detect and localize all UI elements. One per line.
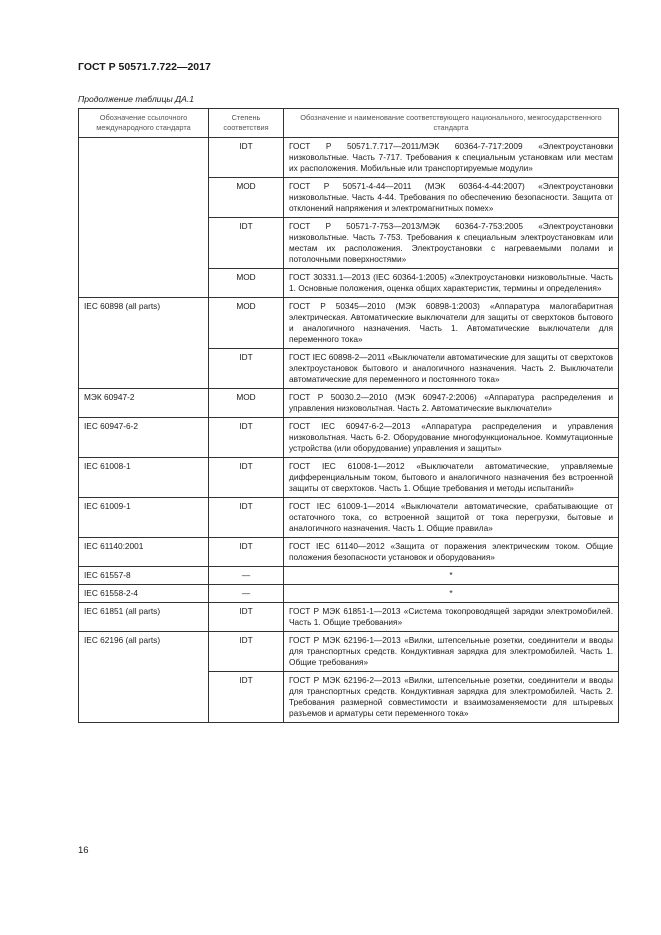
degree-cell: MOD (209, 178, 284, 218)
national-standard-cell: ГОСТ Р 50345—2010 (МЭК 60898-1:2003) «Аппаратура малогабаритная электрическая. Автоматические выключатели для защиты от сверхтоков бытового и аналогичного назначения. Часть 1. Автоматические выключатели для переменного тока» (284, 298, 619, 349)
table-row (79, 603, 619, 632)
table-row (79, 538, 619, 567)
table-row (79, 458, 619, 498)
table-row (79, 389, 619, 418)
national-standard-cell: ГОСТ 30331.1—2013 (IEC 60364-1:2005) «Электроустановки низковольтные. Часть 1. Основные положения, оценка общих характеристик, термины и определения» (284, 269, 619, 298)
degree-cell: MOD (209, 269, 284, 298)
national-standard-cell: ГОСТ Р 50030.2—2010 (МЭК 60947-2:2006) «Аппаратура распределения и управления низковольтная. Часть 2. Автоматические выключатели» (284, 389, 619, 418)
degree-cell: MOD (209, 298, 284, 349)
table-row (79, 418, 619, 458)
national-standard-cell: ГОСТ IEC 61140—2012 «Защита от поражения электрическим током. Общие положения безопасности установок и оборудования» (284, 538, 619, 567)
column-header-national: Обозначение и наименование соответствующего национального, межгосударственного стандарта (284, 109, 619, 138)
degree-cell: IDT (209, 632, 284, 672)
national-standard-cell: ГОСТ IEC 61008-1—2012 «Выключатели автоматические, управляемые дифференциальным током, бытового и аналогичного назначения без встроенной защиты от сверхтоков. Часть 1. Общие требования и методы испытаний» (284, 458, 619, 498)
reference-standards-table (78, 108, 619, 723)
table-row (79, 632, 619, 672)
national-standard-cell: ГОСТ IEC 60898-2—2011 «Выключатели автоматические для защиты от сверхтоков электроустановок бытового и аналогичного назначения. Часть 2. Выключатели автоматические для переменного и постоянного тока» (284, 349, 619, 389)
national-standard-cell: ГОСТ IEC 61009-1—2014 «Выключатели автоматические, срабатывающие от остаточного тока, со встроенной защитой от тока перегрузки, бытовые и аналогичного назначения. Часть 1. Общие правила» (284, 498, 619, 538)
national-standard-cell: ГОСТ IEC 60947-6-2—2013 «Аппаратура распределения и управления низковольтная. Часть 6-2. Оборудование многофункциональное. Коммутационные устройства (или оборудование) управления и защиты» (284, 418, 619, 458)
table-caption: Продолжение таблицы ДА.1 (78, 94, 195, 104)
degree-cell: — (209, 585, 284, 603)
reference-cell: IEC 61851 (all parts) (79, 603, 209, 632)
degree-cell: IDT (209, 138, 284, 178)
degree-cell: IDT (209, 538, 284, 567)
reference-cell: IEC 61558-2-4 (79, 585, 209, 603)
national-standard-cell: ГОСТ Р МЭК 61851-1—2013 «Система токопроводящей зарядки электромобилей. Часть 1. Общие требования» (284, 603, 619, 632)
reference-cell: МЭК 60947-2 (79, 389, 209, 418)
page-number: 16 (78, 845, 89, 856)
degree-cell: IDT (209, 498, 284, 538)
reference-cell: IEC 61008-1 (79, 458, 209, 498)
national-standard-cell: ГОСТ Р 50571-4-44—2011 (МЭК 60364-4-44:2007) «Электроустановки низковольтные. Часть 4-44. Требования по обеспечению безопасности. Защита от отклонений напряжения и электромагнитных помех» (284, 178, 619, 218)
national-standard-cell: * (284, 567, 619, 585)
national-standard-cell: ГОСТ Р МЭК 62196-1—2013 «Вилки, штепсельные розетки, соединители и вводы для транспортных средств. Кондуктивная зарядка для электромобилей. Часть 1. Общие требования» (284, 632, 619, 672)
degree-cell: IDT (209, 603, 284, 632)
degree-cell: — (209, 567, 284, 585)
column-header-reference: Обозначение ссылочного международного стандарта (79, 109, 209, 138)
document-header: ГОСТ Р 50571.7.722—2017 (78, 61, 211, 73)
reference-cell: IEC 62196 (all parts) (79, 632, 209, 723)
national-standard-cell: ГОСТ Р МЭК 62196-2—2013 «Вилки, штепсельные розетки, соединители и вводы для транспортных средств. Кондуктивная зарядка для электромобилей. Часть 2. Требования размерной совместимости и взаимозаменяемости для штыревых разъемов и арматуры сети переменного тока» (284, 672, 619, 723)
reference-cell: IEC 60947-6-2 (79, 418, 209, 458)
table-row (79, 498, 619, 538)
table-row (79, 567, 619, 585)
degree-cell: IDT (209, 218, 284, 269)
reference-cell: IEC 61009-1 (79, 498, 209, 538)
reference-cell: IEC 60898 (all parts) (79, 298, 209, 389)
column-header-degree: Степень соответствия (209, 109, 284, 138)
reference-cell (79, 138, 209, 298)
reference-cell: IEC 61557-8 (79, 567, 209, 585)
degree-cell: IDT (209, 672, 284, 723)
national-standard-cell: ГОСТ Р 50571.7.717—2011/МЭК 60364-7-717:2009 «Электроустановки низковольтные. Часть 7-717. Требования к специальным установкам или местам их расположения. Мобильные или транспортируемые модули» (284, 138, 619, 178)
degree-cell: IDT (209, 458, 284, 498)
degree-cell: IDT (209, 418, 284, 458)
degree-cell: MOD (209, 389, 284, 418)
table-row (79, 585, 619, 603)
national-standard-cell: * (284, 585, 619, 603)
reference-cell: IEC 61140:2001 (79, 538, 209, 567)
degree-cell: IDT (209, 349, 284, 389)
national-standard-cell: ГОСТ Р 50571-7-753—2013/МЭК 60364-7-753:2005 «Электроустановки низковольтные. Часть 7-753. Требования к специальным электроустановкам или местам их расположения. Электроустановки с нагреваемыми полами и потолочными поверхностями» (284, 218, 619, 269)
table-header-row (79, 109, 619, 138)
table-row (79, 138, 619, 178)
table-row (79, 298, 619, 349)
